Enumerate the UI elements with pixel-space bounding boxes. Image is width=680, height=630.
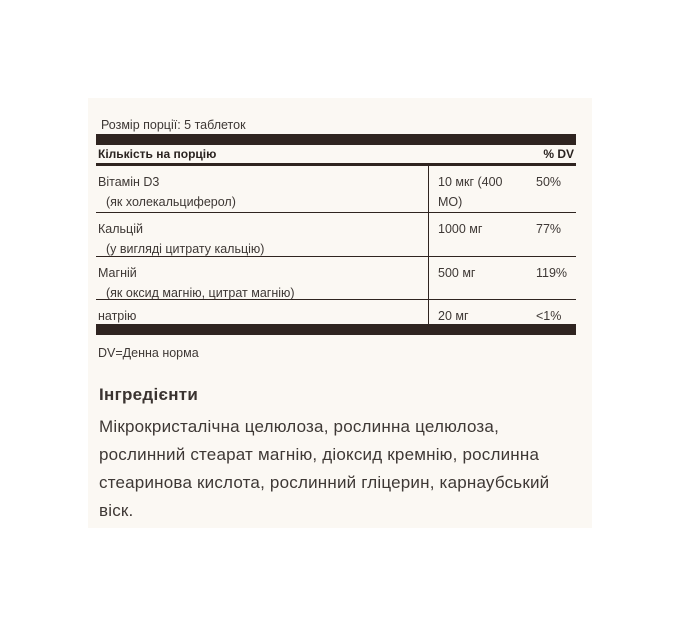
table-row <box>96 300 576 324</box>
nutrient-title: Вітамін D3 <box>98 175 160 189</box>
nutrient-dv: <1% <box>536 309 562 323</box>
nutrient-name <box>98 263 295 303</box>
nutrient-title: Магній <box>98 266 137 280</box>
nutrient-form: (як холекальциферол) <box>106 195 236 209</box>
nutrient-amount: 1000 мг <box>438 222 483 236</box>
ingredients-heading: Інгредієнти <box>99 385 199 404</box>
nutrient-form: (як оксид магнію, цитрат магнію) <box>106 286 295 300</box>
nutrient-amount: 20 мг <box>438 309 469 323</box>
ingredients-text: Мікрокристалічна целюлоза, рослинна целюлоза, рослинний стеарат магнію, діоксид кремнію, рослинна стеаринова кислота, рослинний гліцерин, карнаубський віск. <box>99 417 550 520</box>
supplement-facts-panel <box>88 98 592 528</box>
column-divider <box>428 300 429 324</box>
table-row <box>96 257 576 299</box>
column-divider <box>428 257 429 299</box>
facts-table <box>96 134 576 335</box>
table-row <box>96 213 576 256</box>
amount-per-serving-header: Кількість на порцію <box>98 147 217 161</box>
serving-size: Розмір порції: 5 таблеток <box>101 118 246 132</box>
nutrient-amount: 10 мкг (400 МО) <box>438 175 503 209</box>
nutrient-dv: 77% <box>536 222 562 236</box>
top-thick-rule <box>96 134 576 145</box>
daily-value-footnote: DV=Денна норма <box>98 346 199 360</box>
nutrient-dv: 119% <box>536 266 568 280</box>
nutrient-title: натрію <box>98 309 137 323</box>
column-divider <box>428 166 429 212</box>
nutrient-amount: 500 мг <box>438 266 476 280</box>
nutrient-name <box>98 219 264 259</box>
nutrient-name <box>98 172 236 212</box>
nutrient-name <box>98 306 136 326</box>
nutrient-title: Кальцій <box>98 222 143 236</box>
table-row <box>96 166 576 212</box>
column-divider <box>428 213 429 256</box>
table-header-row <box>96 145 576 163</box>
nutrient-form: (у вигляді цитрату кальцію) <box>106 242 265 256</box>
nutrient-dv: 50% <box>536 175 562 189</box>
dv-header: % DV <box>543 147 574 161</box>
